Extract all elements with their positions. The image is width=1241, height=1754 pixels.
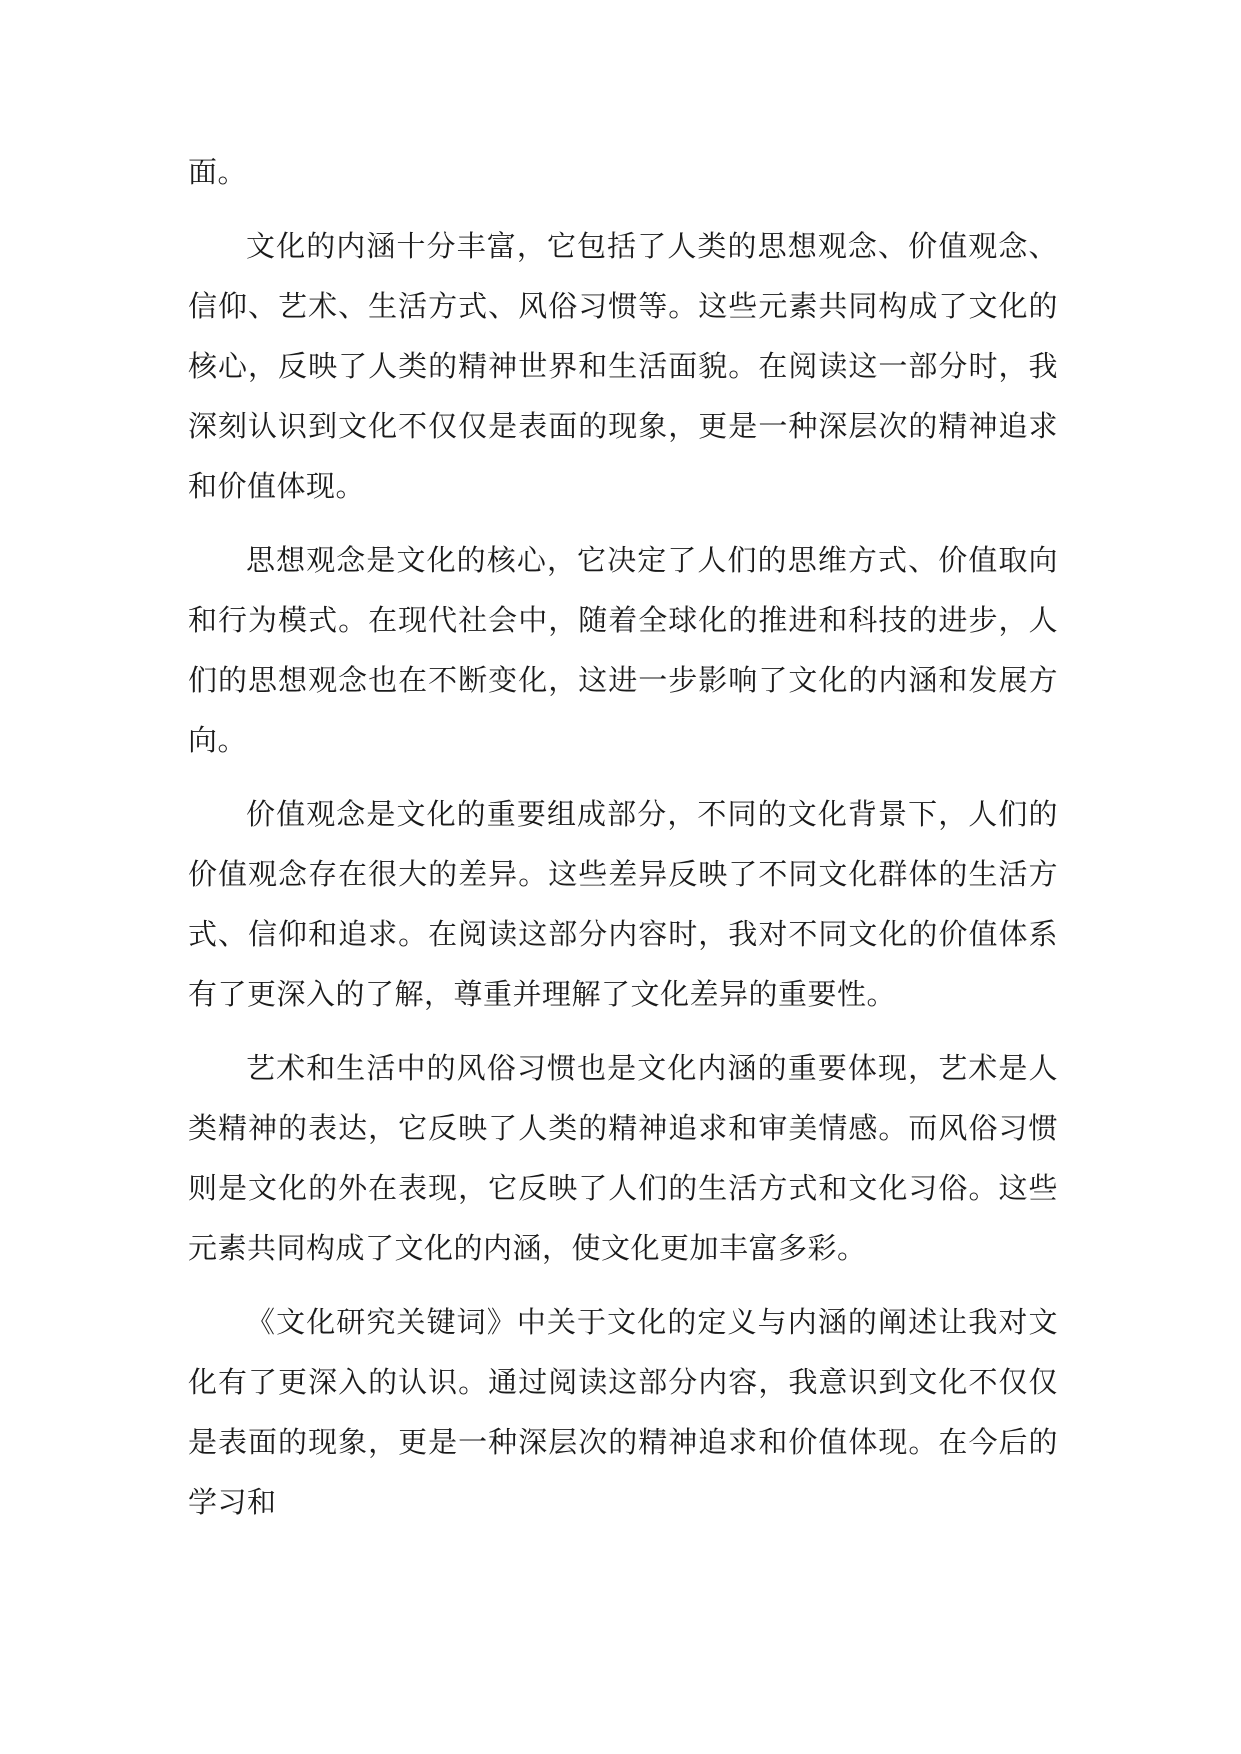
paragraph-conclusion: 《文化研究关键词》中关于文化的定义与内涵的阐述让我对文化有了更深入的认识。通过阅读这部分内容，我意识到文化不仅仅是表面的现象，更是一种深层次的精神追求和价值体现。在今后的学习和: [188, 1305, 1058, 1519]
document-body: [188, 142, 1058, 1546]
paragraph-continuation: 面。: [188, 155, 248, 189]
paragraph-values: 价值观念是文化的重要组成部分，不同的文化背景下，人们的价值观念存在很大的差异。这些差异反映了不同文化群体的生活方式、信仰和追求。在阅读这部分内容时，我对不同文化的价值体系有了更深入的了解，尊重并理解了文化差异的重要性。: [188, 797, 1058, 1011]
paragraph-culture-connotation: 文化的内涵十分丰富，它包括了人类的思想观念、价值观念、信仰、艺术、生活方式、风俗习惯等。这些元素共同构成了文化的核心，反映了人类的精神世界和生活面貌。在阅读这一部分时，我深刻认识到文化不仅仅是表面的现象，更是一种深层次的精神追求和价值体现。: [188, 229, 1058, 503]
paragraph-art-customs: 艺术和生活中的风俗习惯也是文化内涵的重要体现，艺术是人类精神的表达，它反映了人类的精神追求和审美情感。而风俗习惯则是文化的外在表现，它反映了人们的生活方式和文化习俗。这些元素共同构成了文化的内涵，使文化更加丰富多彩。: [188, 1051, 1058, 1265]
paragraph-ideas: 思想观念是文化的核心，它决定了人们的思维方式、价值取向和行为模式。在现代社会中，随着全球化的推进和科技的进步，人们的思想观念也在不断变化，这进一步影响了文化的内涵和发展方向。: [188, 543, 1058, 757]
